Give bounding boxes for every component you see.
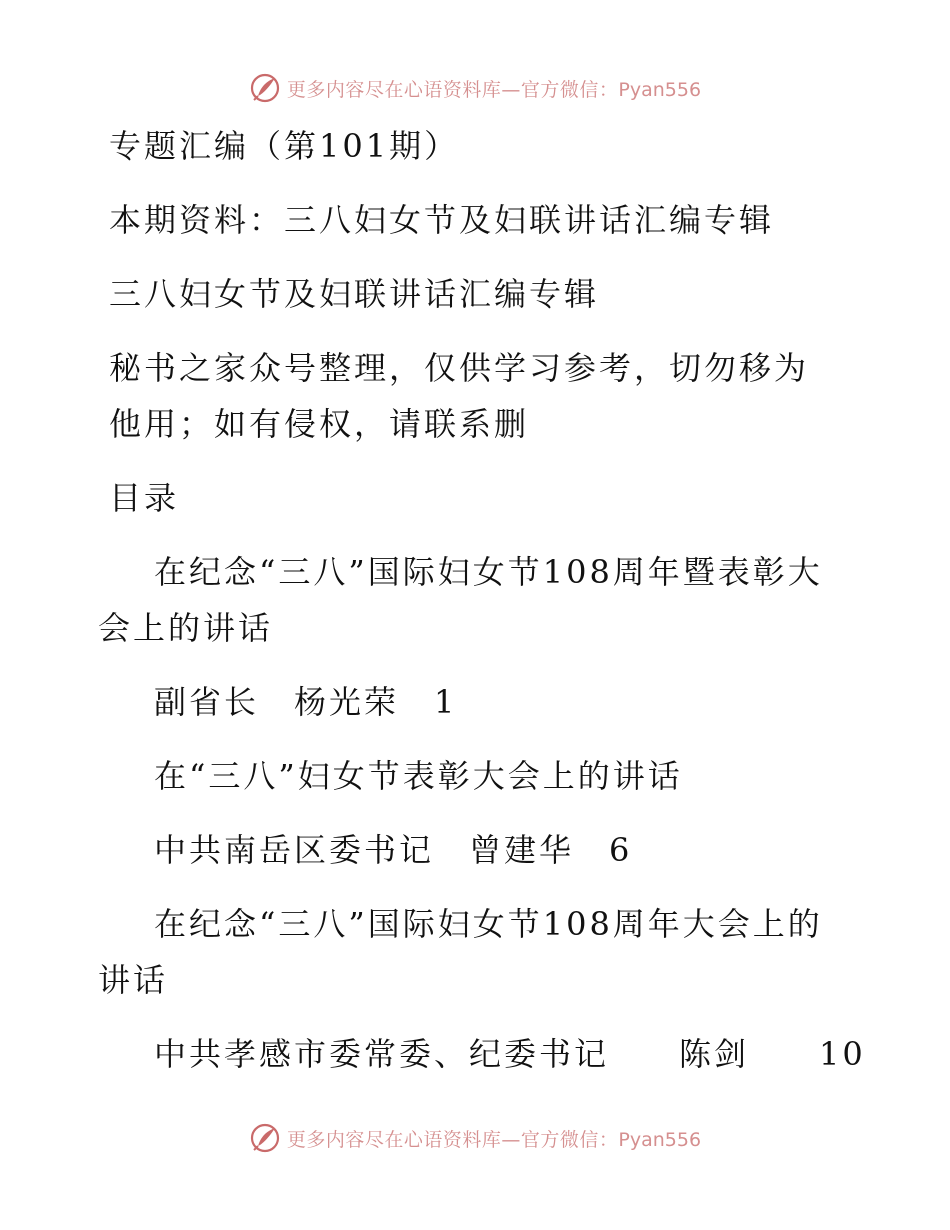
toc-entry-byline: 中共孝感市委常委、纪委书记 陈剑 10	[154, 1035, 866, 1073]
collection-title: 三八妇女节及妇联讲话汇编专辑	[109, 275, 600, 313]
watermark-text-cn: 更多内容尽在心语资料库—官方微信：	[286, 1128, 619, 1151]
feather-pen-logo-icon	[249, 1122, 281, 1154]
watermark-text	[287, 1125, 701, 1152]
document-body	[98, 118, 866, 1100]
toc-entry-title[interactable]: 在纪念“三八”国际妇女节108周年暨表彰大会上的讲话	[98, 553, 823, 647]
watermark-header	[0, 72, 950, 104]
watermark-wechat-id: Pyan556	[618, 78, 702, 101]
copyright-notice: 秘书之家众号整理，仅供学习参考，切勿移为他用；如有侵权，请联系删	[109, 349, 810, 443]
watermark-wechat-id: Pyan556	[618, 1128, 702, 1151]
toc-entry-title[interactable]: 在“三八”妇女节表彰大会上的讲话	[154, 757, 683, 795]
watermark-text	[287, 75, 701, 102]
watermark-text-cn: 更多内容尽在心语资料库—官方微信：	[286, 78, 619, 101]
series-title: 专题汇编（第101期）	[109, 127, 460, 165]
issue-material: 本期资料：三八妇女节及妇联讲话汇编专辑	[109, 201, 775, 239]
feather-pen-logo-icon	[249, 72, 281, 104]
toc-entry-byline: 副省长 杨光荣 1	[154, 683, 458, 721]
toc-entry-title[interactable]: 在纪念“三八”国际妇女节108周年大会上的讲话	[98, 905, 823, 999]
toc-heading: 目录	[109, 479, 180, 517]
watermark-footer	[0, 1122, 950, 1154]
toc-entry-byline: 中共南岳区委书记 曾建华 6	[154, 831, 633, 869]
